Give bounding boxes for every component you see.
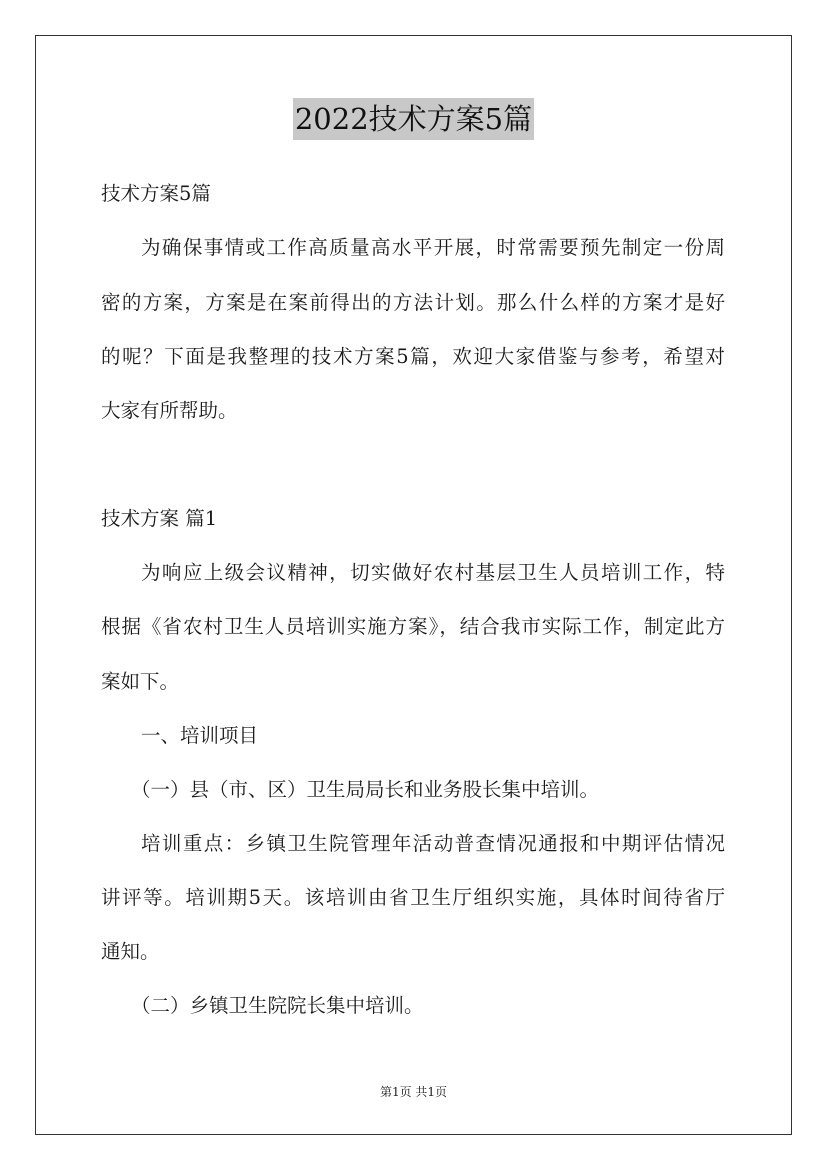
sub-item-1-detail-line-2: 讲评等。培训期5天。该培训由省卫生厅组织实施，具体时间待省厅 — [101, 886, 725, 909]
intro-line-4: 大家有所帮助。 — [101, 399, 238, 422]
intro-line-3: 的呢？下面是我整理的技术方案5篇，欢迎大家借鉴与参考，希望对 — [101, 345, 725, 368]
intro-line-2: 密的方案，方案是在案前得出的方法计划。那么什么样的方案才是好 — [101, 291, 725, 314]
section1-para1-line-1: 为响应上级会议精神，切实做好农村基层卫生人员培训工作，特 — [141, 561, 725, 584]
intro-heading: 技术方案5篇 — [101, 182, 211, 205]
sub-item-1-detail-line-1: 培训重点：乡镇卫生院管理年活动普查情况通报和中期评估情况 — [141, 832, 725, 855]
document-title: 2022技术方案5篇 — [293, 98, 534, 140]
page-footer: 第1页 共1页 — [379, 1085, 448, 1099]
section1-para1-line-3: 案如下。 — [101, 670, 180, 693]
item-heading: 一、培训项目 — [141, 724, 259, 747]
sub-item-1: （一）县（市、区）卫生局局长和业务股长集中培训。 — [131, 778, 600, 801]
sub-item-2: （二）乡镇卫生院院长集中培训。 — [131, 994, 424, 1017]
title-container — [0, 98, 827, 140]
section1-heading: 技术方案 篇1 — [101, 507, 218, 530]
intro-line-1: 为确保事情或工作高质量高水平开展，时常需要预先制定一份周 — [141, 236, 725, 259]
section1-para1-line-2: 根据《省农村卫生人员培训实施方案》，结合我市实际工作，制定此方 — [101, 615, 725, 638]
sub-item-1-detail-line-3: 通知。 — [101, 940, 160, 963]
